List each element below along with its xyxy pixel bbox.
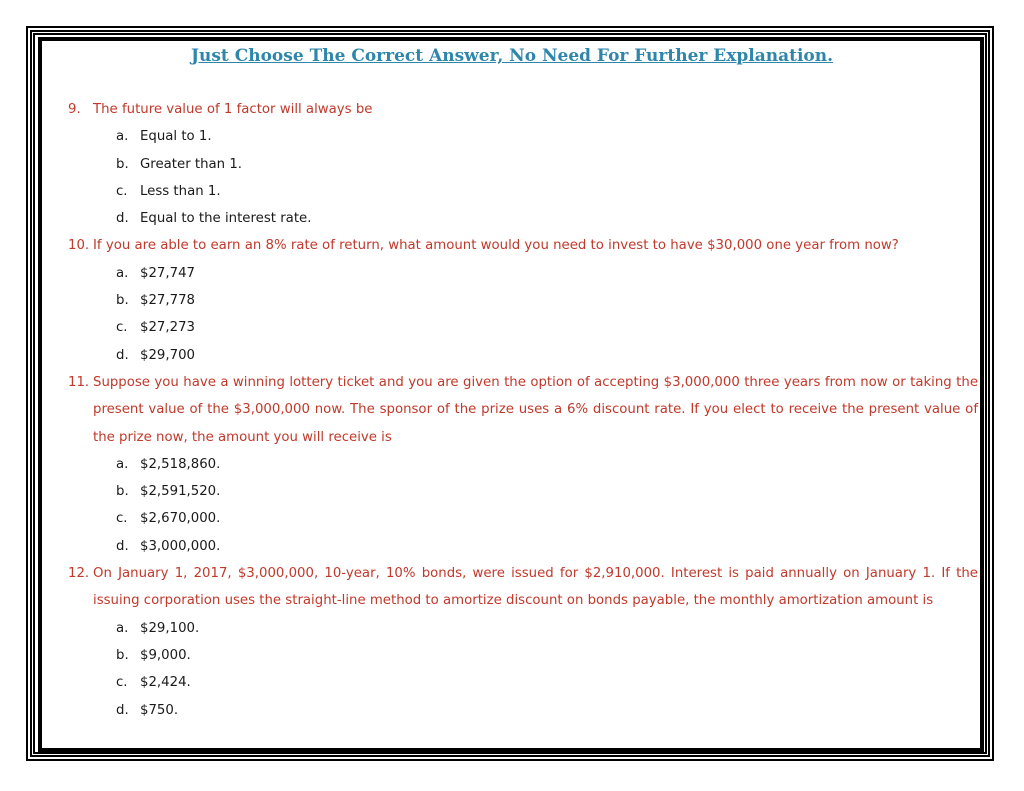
option-letter: b. xyxy=(116,293,129,309)
option-letter: c. xyxy=(116,511,128,527)
question-number: 9. xyxy=(68,102,81,117)
option-text: $2,424. xyxy=(140,675,191,691)
answer-option xyxy=(68,342,978,369)
option-letter: d. xyxy=(116,211,129,227)
option-text: $3,000,000. xyxy=(140,538,221,554)
option-text: $750. xyxy=(140,702,179,718)
question-number: 10. xyxy=(68,238,90,254)
answer-option xyxy=(68,533,978,560)
option-letter: a. xyxy=(116,620,129,636)
option-text: $2,670,000. xyxy=(140,511,221,527)
option-text: Greater than 1. xyxy=(140,156,243,172)
question-stem xyxy=(68,96,978,123)
question-number: 11. xyxy=(68,374,90,390)
answer-option xyxy=(68,451,978,478)
option-letter: d. xyxy=(116,702,129,718)
question-text: Suppose you have a winning lottery ticket and you are given the option of accepting $3,000,000 three years from now or taking the present value of the $3,000,000 now. The sponsor of the prize uses a 6% discount rate. If you elect to receive the present value of the prize now, the amount you will receive is xyxy=(93,374,978,445)
option-text: Equal to 1. xyxy=(140,129,212,145)
question-stem xyxy=(68,369,978,451)
option-text: $27,778 xyxy=(140,293,195,309)
answer-option xyxy=(68,151,978,178)
question-10 xyxy=(68,232,978,368)
question-11 xyxy=(68,369,978,560)
answer-option xyxy=(68,260,978,287)
question-stem xyxy=(68,560,978,615)
question-12 xyxy=(68,560,978,724)
answer-option xyxy=(68,123,978,150)
answer-option xyxy=(68,478,978,505)
answer-option xyxy=(68,505,978,532)
question-stem xyxy=(68,232,978,259)
answer-option xyxy=(68,314,978,341)
answer-option xyxy=(68,615,978,642)
option-text: $2,518,860. xyxy=(140,456,221,472)
option-letter: b. xyxy=(116,484,129,500)
answer-option xyxy=(68,697,978,724)
option-text: $9,000. xyxy=(140,647,191,663)
option-letter: b. xyxy=(116,156,129,172)
option-text: $29,100. xyxy=(140,620,200,636)
option-letter: d. xyxy=(116,538,129,554)
question-text: On January 1, 2017, $3,000,000, 10-year, 10% bonds, were issued for $2,910,000. Interest is paid annually on January 1. If the issuing corporation uses the straight-line method to amortize discount on bonds payable, the monthly amortization amount is xyxy=(93,566,978,609)
option-letter: c. xyxy=(116,320,128,336)
option-text: Less than 1. xyxy=(140,183,221,199)
option-letter: c. xyxy=(116,675,128,691)
answer-option xyxy=(68,178,978,205)
option-letter: a. xyxy=(116,456,129,472)
question-list xyxy=(68,96,978,724)
question-text: The future value of 1 factor will always be xyxy=(93,102,373,117)
option-text: $27,273 xyxy=(140,320,195,336)
option-text: $29,700 xyxy=(140,347,195,363)
option-text: Equal to the interest rate. xyxy=(140,211,312,227)
option-letter: a. xyxy=(116,129,129,145)
question-number: 12. xyxy=(68,566,90,582)
option-text: $27,747 xyxy=(140,265,195,281)
option-text: $2,591,520. xyxy=(140,484,221,500)
option-letter: c. xyxy=(116,183,128,199)
answer-option xyxy=(68,287,978,314)
question-text: If you are able to earn an 8% rate of return, what amount would you need to invest to have $30,000 one year from now? xyxy=(93,238,899,254)
option-letter: a. xyxy=(116,265,129,281)
page-title: Just Choose The Correct Answer, No Need For Further Explanation. xyxy=(190,46,834,66)
answer-option xyxy=(68,669,978,696)
option-letter: b. xyxy=(116,647,129,663)
answer-option xyxy=(68,642,978,669)
answer-option xyxy=(68,205,978,232)
option-letter: d. xyxy=(116,347,129,363)
question-9 xyxy=(68,96,978,232)
